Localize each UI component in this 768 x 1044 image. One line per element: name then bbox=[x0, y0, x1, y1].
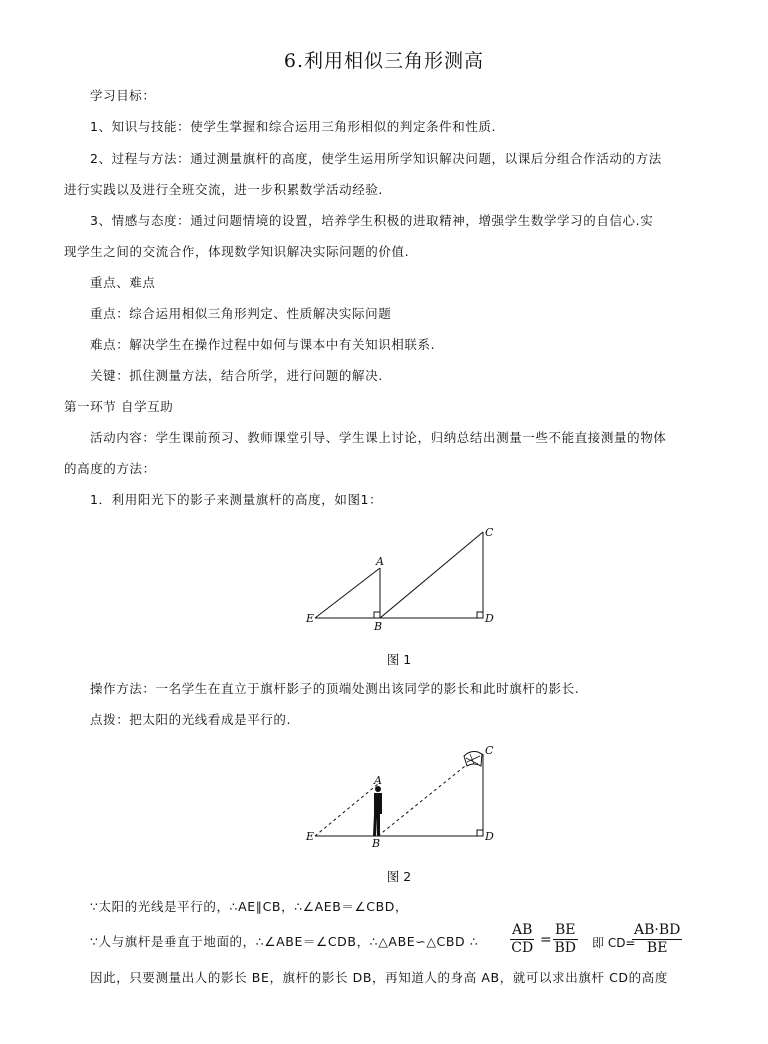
hint-text: 点拨：把太阳的光线看成是平行的. bbox=[90, 712, 292, 727]
conclusion-text: 因此，只要测量出人的影长 BE，旗杆的影长 DB，再知道人的身高 AB，就可以求出旗杆 CD的高度 bbox=[90, 970, 668, 985]
goal-3-line-1: 3、情感与态度：通过问题情境的设置，培养学生积极的进取精神，增强学生数学学习的自信心.实 bbox=[90, 213, 654, 228]
figure-1 bbox=[300, 520, 510, 639]
fig1-label-c: C bbox=[485, 526, 494, 539]
fig1-right-angle-b bbox=[374, 612, 380, 618]
fraction-ab-cd bbox=[510, 922, 534, 957]
fraction-cd-result-numerator: AB·BD bbox=[634, 922, 681, 938]
fig1-label-d: D bbox=[485, 612, 494, 625]
goal-heading: 学习目标： bbox=[90, 88, 156, 103]
goal-3-line-2: 现学生之间的交流合作，体现数学知识解决实际问题的价值. bbox=[64, 244, 410, 259]
fraction-ab-cd-denominator: CD bbox=[511, 940, 534, 956]
hard-point: 难点：解决学生在操作过程中如何与课本中有关知识相联系. bbox=[90, 337, 436, 352]
fig1-label-b: B bbox=[374, 620, 383, 633]
proof-line-1: ∵太阳的光线是平行的，∴AE∥CB，∴∠AEB＝∠CBD， bbox=[90, 899, 409, 914]
goal-1: 1、知识与技能：使学生掌握和综合运用三角形相似的判定条件和性质. bbox=[90, 119, 497, 134]
key-heading: 重点、难点 bbox=[90, 275, 156, 290]
crux: 关键：抓住测量方法，结合所学，进行问题的解决. bbox=[90, 368, 383, 383]
method-1: 1．利用阳光下的影子来测量旗杆的高度，如图1： bbox=[90, 492, 383, 507]
fig1-segment-bc bbox=[380, 532, 483, 618]
equals-sign: = bbox=[540, 932, 552, 948]
figure-2 bbox=[300, 740, 510, 856]
figure-1-caption: 图 1 bbox=[386, 652, 412, 667]
fraction-be-bd bbox=[553, 922, 578, 957]
proof-line-2: ∵人与旗杆是垂直于地面的，∴∠ABE＝∠CDB，∴△ABE∽△CBD ∴ bbox=[90, 934, 479, 949]
key-point: 重点：综合运用相似三角形判定、性质解决实际问题 bbox=[90, 306, 392, 321]
fig2-label-c: C bbox=[485, 744, 494, 757]
fig1-segment-ea bbox=[315, 568, 380, 618]
fig2-label-b: B bbox=[372, 837, 381, 850]
activity-line-1: 活动内容：学生课前预习、教师课堂引导、学生课上讨论，归纳总结出测量一些不能直接测量的物体 bbox=[90, 430, 667, 445]
fraction-ab-cd-numerator: AB bbox=[512, 922, 533, 938]
figure-2-caption: 图 2 bbox=[386, 869, 412, 884]
fig1-label-a: A bbox=[376, 555, 384, 568]
goal-2-line-2: 进行实践以及进行全班交流，进一步积累数学活动经验. bbox=[64, 182, 383, 197]
fraction-be-bd-denominator: BD bbox=[554, 940, 577, 956]
section-heading: 第一环节 自学互助 bbox=[64, 399, 174, 414]
fig2-sun-ray-bc bbox=[378, 754, 480, 836]
fraction-be-bd-numerator: BE bbox=[555, 922, 576, 938]
page-title: 6.利用相似三角形测高 bbox=[283, 50, 485, 72]
person-icon bbox=[373, 786, 382, 836]
fraction-cd-result-denominator: BE bbox=[646, 940, 668, 956]
activity-line-2: 的高度的方法： bbox=[64, 461, 156, 476]
fig1-label-e: E bbox=[306, 612, 315, 625]
operation-text: 操作方法：一名学生在直立于旗杆影子的顶端处测出该同学的影长和此时旗杆的影长. bbox=[90, 681, 580, 696]
fig2-label-d: D bbox=[485, 830, 494, 843]
flag-icon bbox=[464, 752, 482, 767]
fig2-right-angle-d bbox=[477, 830, 483, 836]
fig2-label-a: A bbox=[374, 774, 382, 787]
goal-2-line-1: 2、过程与方法：通过测量旗杆的高度，使学生运用所学知识解决问题，以课后分组合作活动的方法 bbox=[90, 151, 662, 166]
fraction-cd-result bbox=[632, 922, 682, 957]
ji-cd-equals: 即 CD= bbox=[592, 936, 636, 950]
fig2-label-e: E bbox=[306, 830, 315, 843]
fig2-sun-ray-ea bbox=[315, 784, 378, 836]
fig1-right-angle-d bbox=[477, 612, 483, 618]
